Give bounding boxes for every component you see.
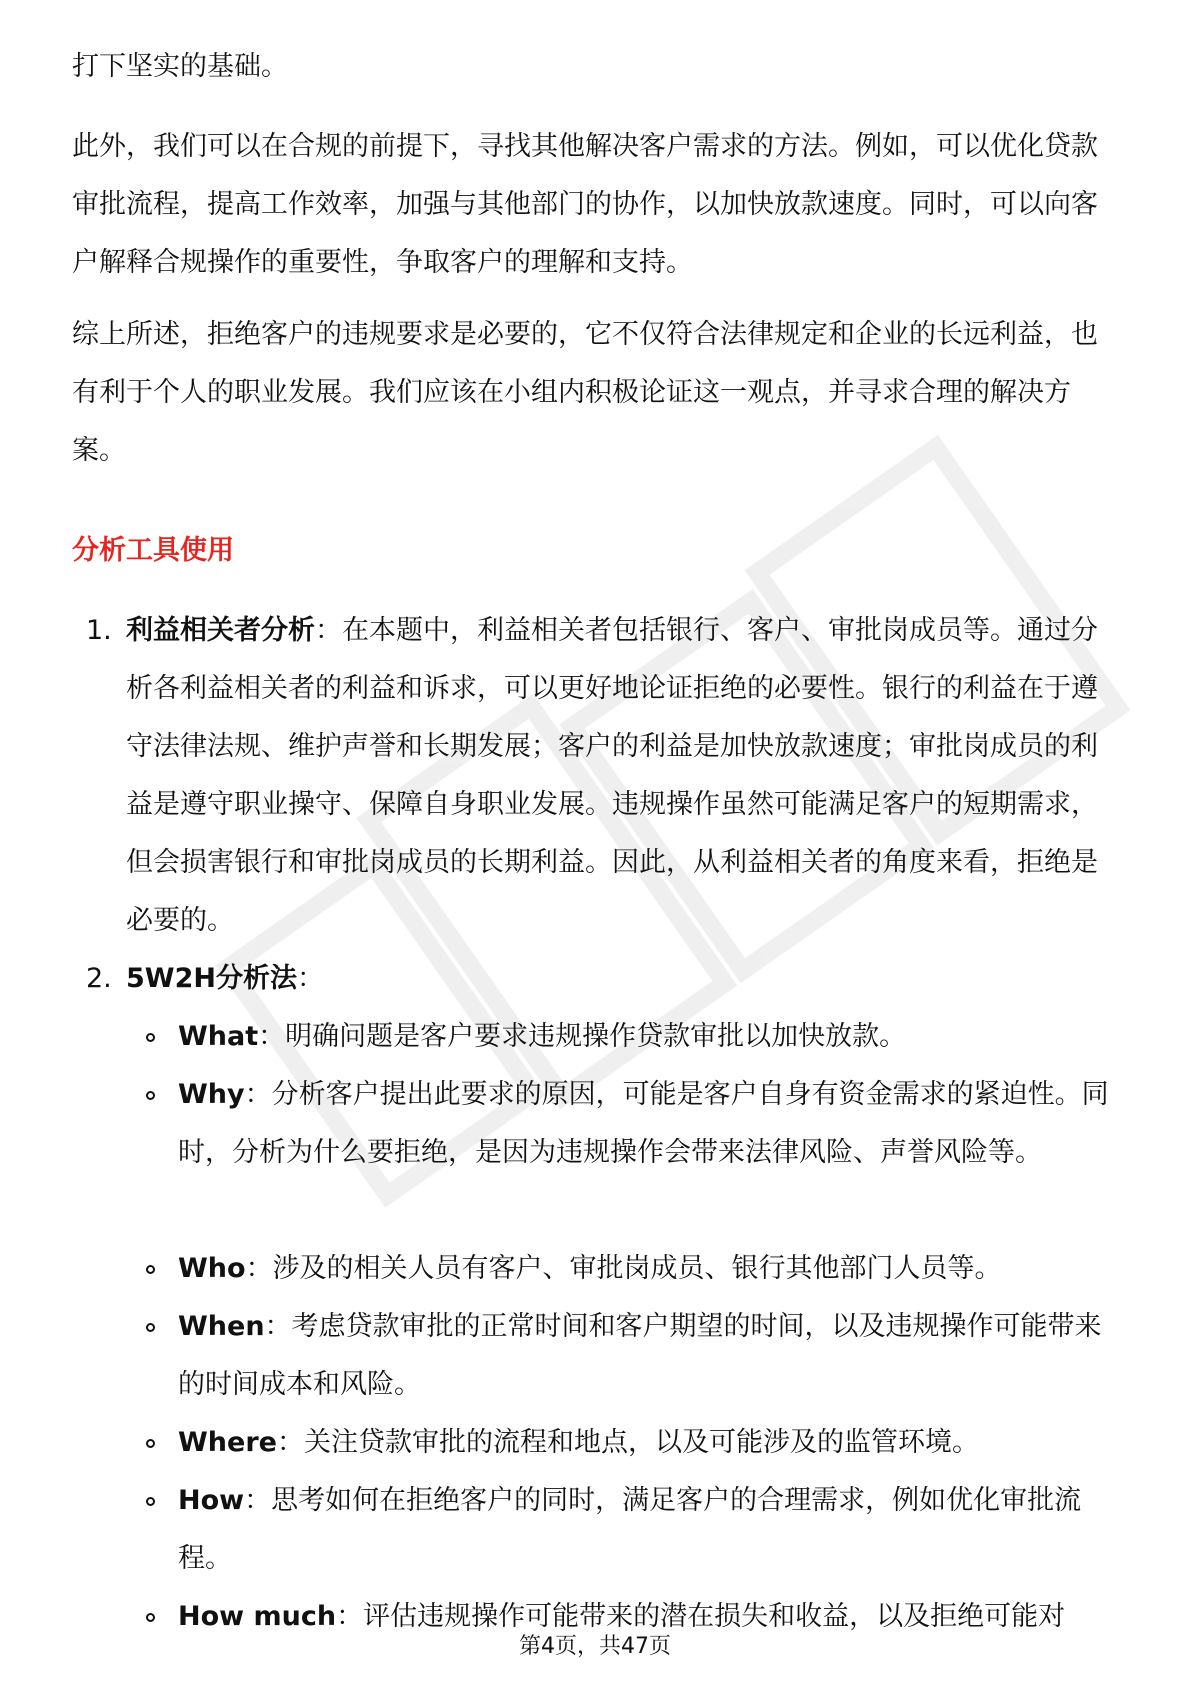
sub-list-term: What (178, 1021, 259, 1052)
sub-list-term: How (178, 1485, 245, 1516)
sub-list-item-body (178, 1240, 1120, 1298)
bullet-icon (146, 1613, 155, 1622)
section-heading: 分析工具使用 (72, 535, 234, 566)
sub-list-text: ：思考如何在拒绝客户的同时，满足客户的合理需求，例如优化审批流程。 (178, 1485, 1082, 1574)
list-item-title: 5W2H分析法 (126, 963, 297, 994)
sub-list-item-body (178, 1008, 1120, 1066)
sub-list-item-body (178, 1066, 1120, 1182)
list-item-title: 利益相关者分析 (126, 615, 315, 646)
paragraph-continuation: 打下坚实的基础。 (72, 51, 288, 82)
bullet-icon (146, 1033, 155, 1042)
paragraph-alternatives: 此外，我们可以在合规的前提下，寻找其他解决客户需求的方法。例如，可以优化贷款审批流程，提高工作效率，加强与其他部门的协作，以加快放款速度。同时，可以向客户解释合规操作的重要性，争取客户的理解和支持。 (72, 131, 1098, 278)
paragraph-conclusion: 综上所述，拒绝客户的违规要求是必要的，它不仅符合法律规定和企业的长远利益，也有利于个人的职业发展。我们应该在小组内积极论证这一观点，并寻求合理的解决方案。 (72, 319, 1098, 466)
sub-list-item-body (178, 1414, 1120, 1472)
sub-list-text: ：明确问题是客户要求违规操作贷款审批以加快放款。 (258, 1021, 907, 1052)
bullet-icon (146, 1439, 155, 1448)
bullet-icon (146, 1323, 155, 1332)
list-item-text: ：在本题中，利益相关者包括银行、客户、审批岗成员等。通过分析各利益相关者的利益和诉求，可以更好地论证拒绝的必要性。银行的利益在于遵守法律法规、维护声誉和长期发展；客户的利益是加快放款速度；审批岗成员的利益是遵守职业操守、保障自身职业发展。违规操作虽然可能满足客户的短期需求，但会损害银行和审批岗成员的长期利益。因此，从利益相关者的角度来看，拒绝是必要的。 (126, 615, 1098, 936)
sub-list-text: ：分析客户提出此要求的原因，可能是客户自身有资金需求的紧迫性。同时，分析为什么要拒绝，是因为违规操作会带来法律风险、声誉风险等。 (178, 1079, 1109, 1168)
sub-list-text: ：关注贷款审批的流程和地点，以及可能涉及的监管环境。 (276, 1427, 979, 1458)
bullet-icon (146, 1265, 155, 1274)
bullet-icon (146, 1091, 155, 1100)
sub-list-item-body (178, 1472, 1120, 1588)
bullet-icon (146, 1497, 155, 1506)
list-item-text: ： (296, 963, 324, 994)
sub-list-term: How much (178, 1601, 337, 1632)
sub-list-item-body (178, 1298, 1120, 1414)
list-number: 1. (86, 615, 112, 646)
sub-list-term: Who (178, 1253, 246, 1284)
sub-list-term: Where (178, 1427, 277, 1458)
list-item-body (126, 602, 1120, 950)
sub-list-text: ：评估违规操作可能带来的潜在损失和收益，以及拒绝可能对 (336, 1601, 1066, 1632)
page-number-footer: 第4页，共47页 (519, 1634, 671, 1659)
list-item-body (126, 950, 1120, 1008)
sub-list-term: Why (178, 1079, 245, 1110)
sub-list-text: ：涉及的相关人员有客户、审批岗成员、银行其他部门人员等。 (245, 1253, 1002, 1284)
sub-list-term: When (178, 1311, 265, 1342)
list-number: 2. (86, 963, 112, 994)
sub-list-text: ：考虑贷款审批的正常时间和客户期望的时间，以及违规操作可能带来的时间成本和风险。 (178, 1311, 1102, 1400)
